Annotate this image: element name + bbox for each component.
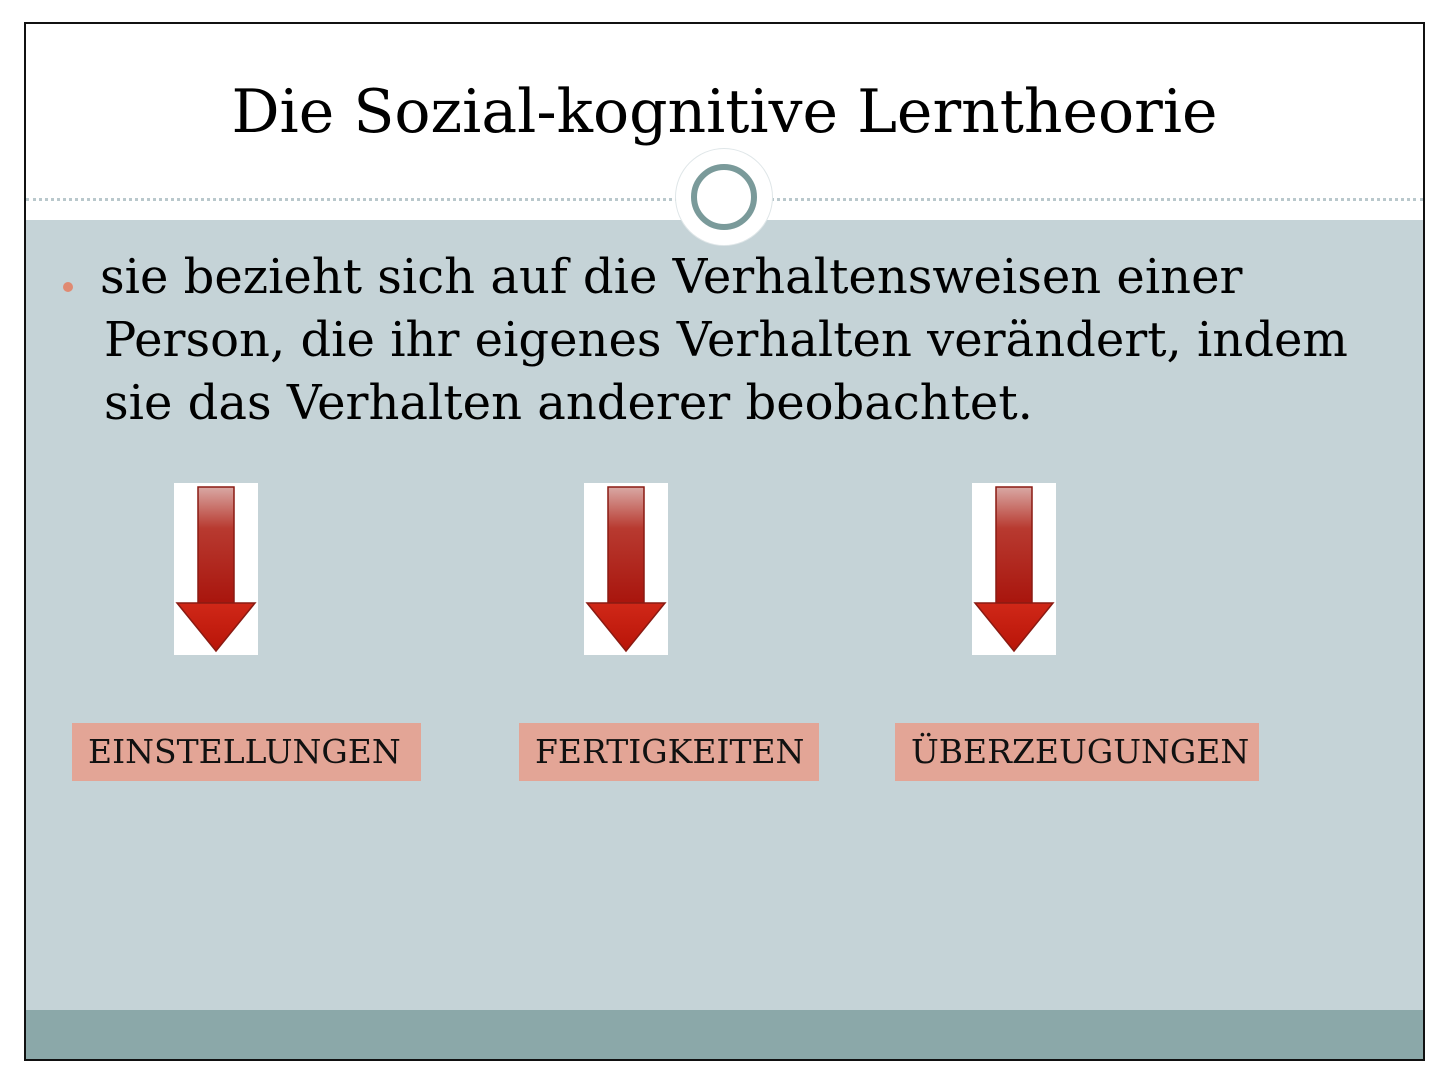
slide [24, 22, 1425, 1061]
label-ueberzeugungen: ÜBERZEUGUNGEN [895, 723, 1259, 781]
footer-bar [26, 1010, 1423, 1059]
bullet-line-2: Person, die ihr eigenes Verhalten verändert, indem [104, 312, 1348, 368]
bullet-line-3: sie das Verhalten anderer beobachtet. [104, 375, 1033, 431]
bullet-icon [63, 282, 73, 292]
down-arrow-icon [584, 483, 668, 655]
slide-title: Die Sozial-kognitive Lerntheorie [231, 77, 1218, 147]
down-arrow-icon [174, 483, 258, 655]
down-arrow-icon [972, 483, 1056, 655]
label-fertigkeiten: FERTIGKEITEN [519, 723, 819, 781]
label-einstellungen: EINSTELLUNGEN [72, 723, 421, 781]
bullet-text [100, 246, 1380, 435]
ring-ornament-icon [676, 149, 772, 245]
bullet-line-1: sie bezieht sich auf die Verhaltensweisen einer [100, 249, 1243, 305]
